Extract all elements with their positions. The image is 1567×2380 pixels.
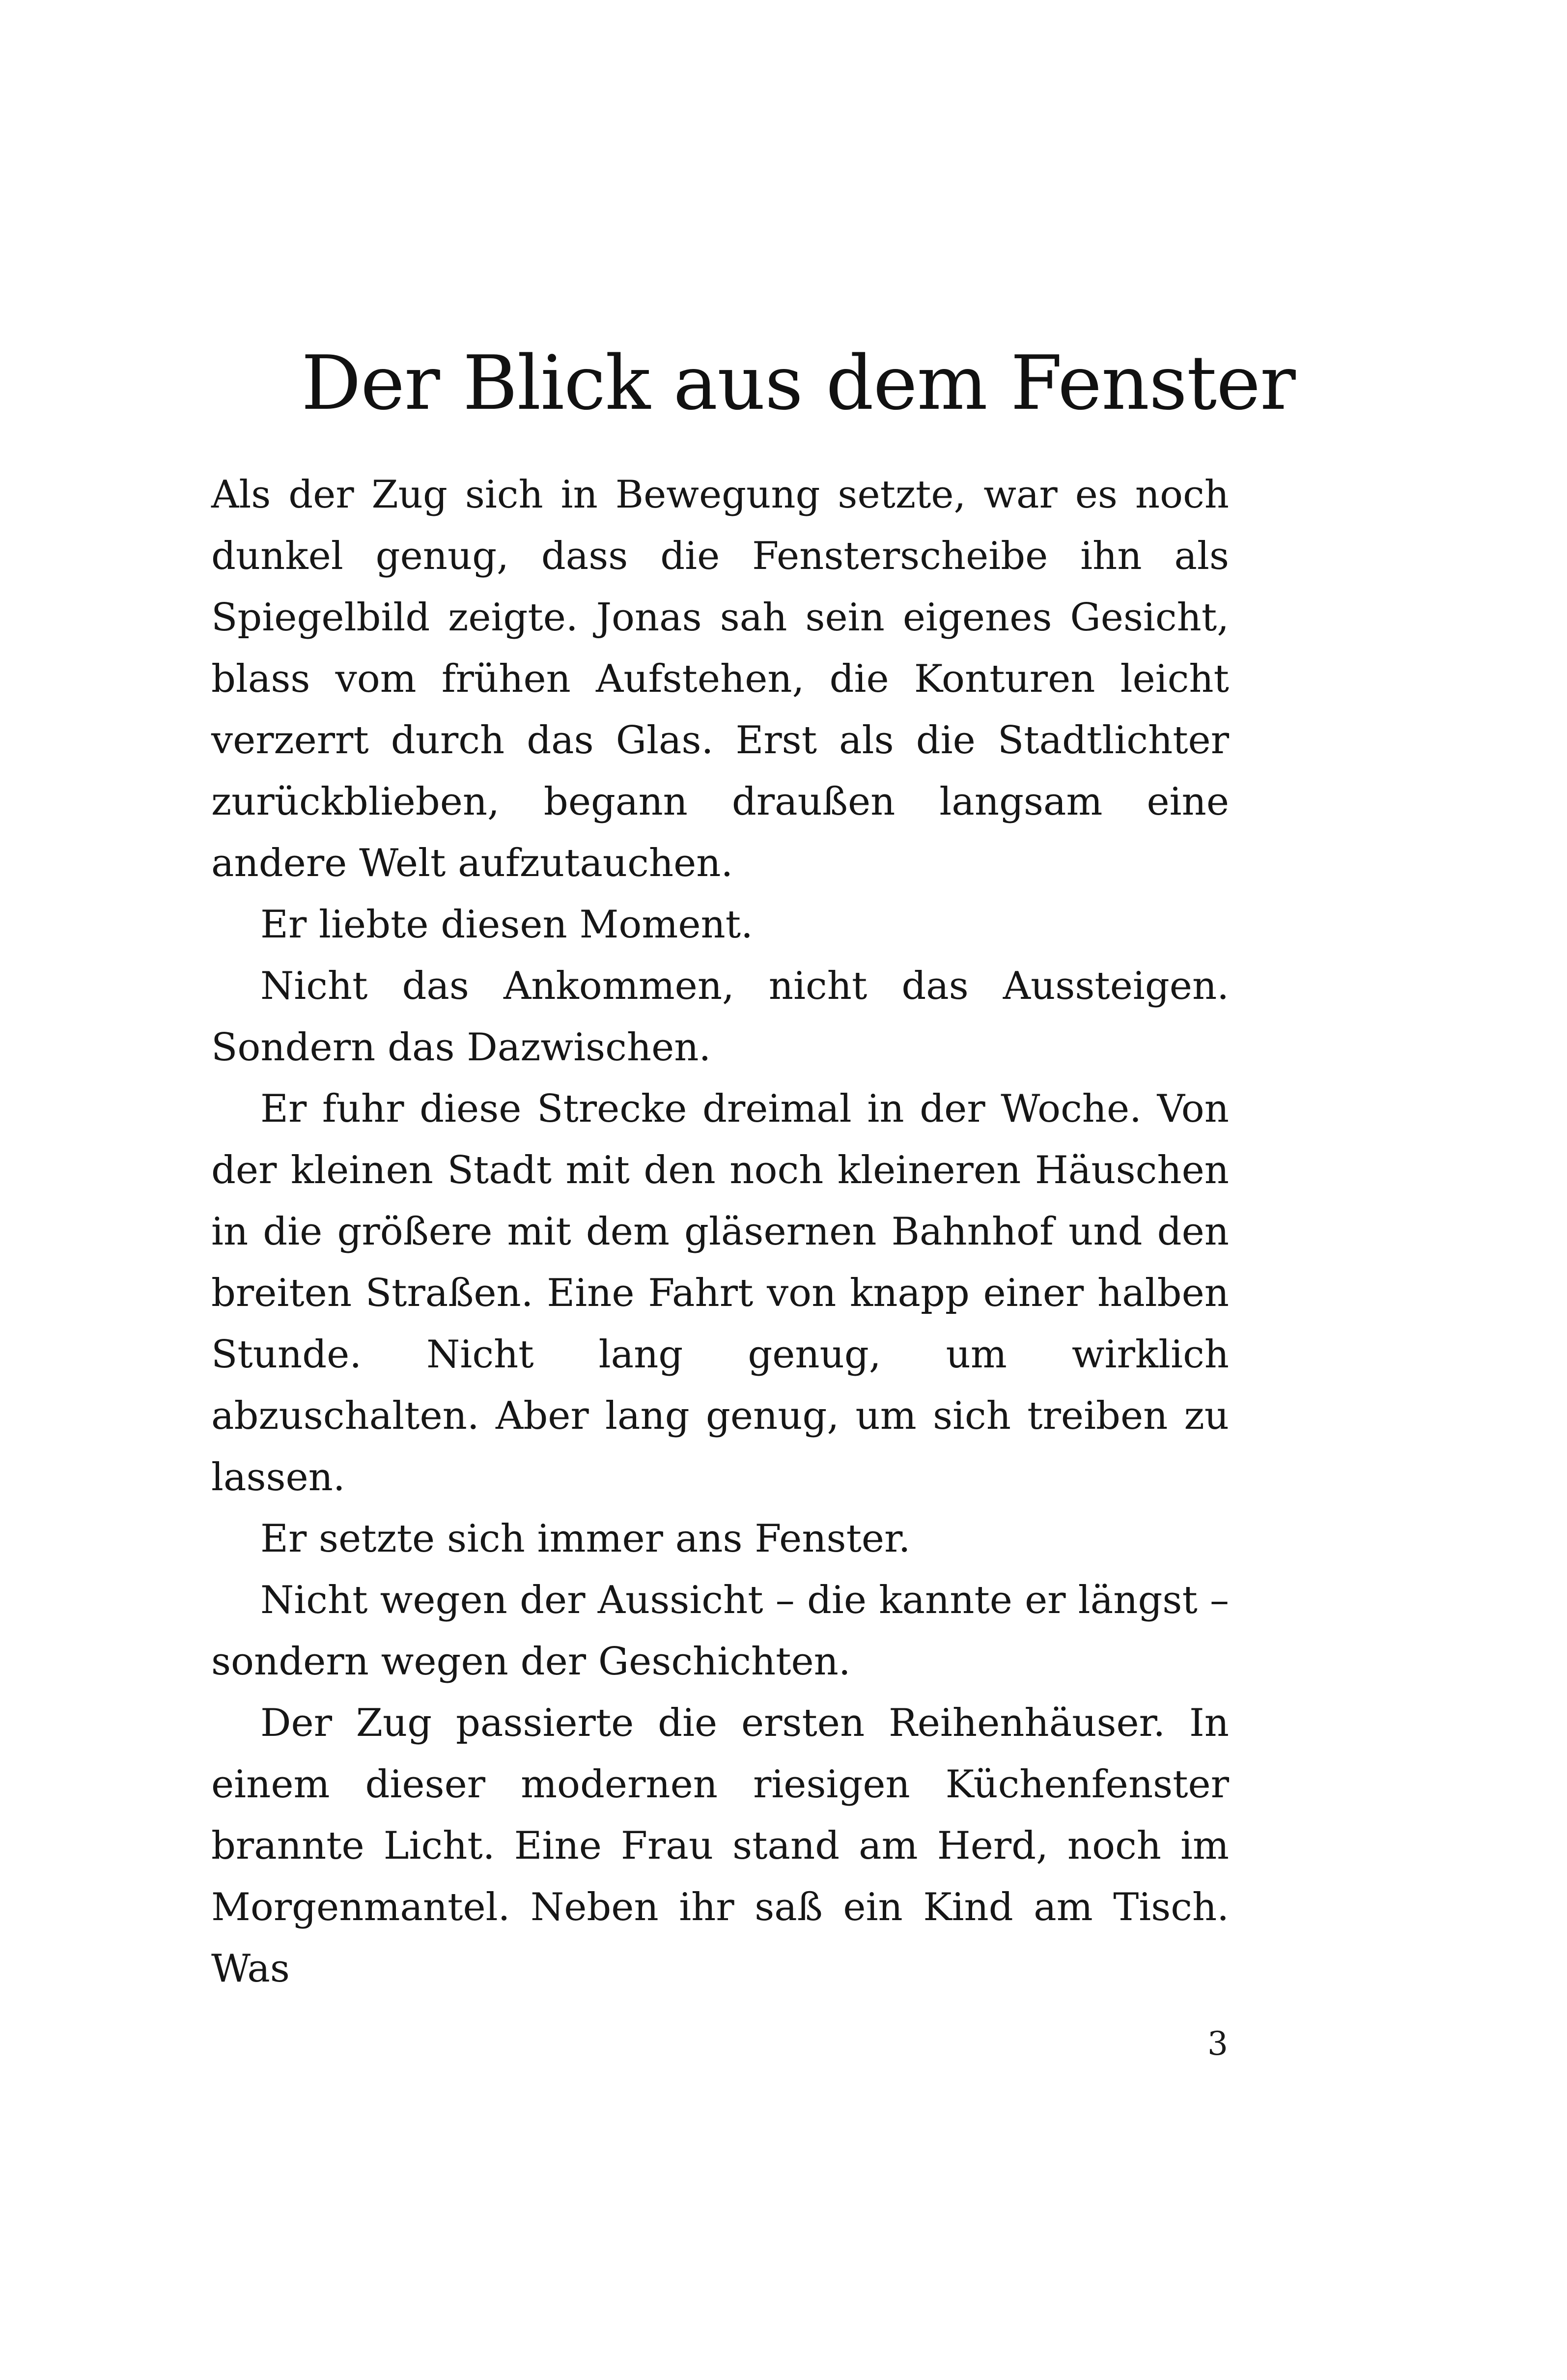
paragraph-1: Als der Zug sich in Bewegung setzte, war es noch dunkel genug, dass die Fensterscheibe ihn als Spiegelbild zeigte. Jonas sah sein eigenes Gesicht, blass vom frühen Aufstehen, die Konturen leicht verzerrt durch das Glas. Erst als die Stadtlichter zurückblieben, begann draußen langsam eine andere Welt aufzutauchen. xyxy=(211,473,1229,885)
paragraph-7: Der Zug passierte die ersten Reihenhäuser. In einem dieser modernen riesigen Küchenfenster brannte Licht. Eine Frau stand am Herd, noch im Morgenmantel. Neben ihr saß ein Kind am Tisch. Was xyxy=(211,1701,1229,1991)
paragraph-5: Er setzte sich immer ans Fenster. xyxy=(260,1517,911,1561)
paragraph-6: Nicht wegen der Aussicht – die kannte er längst – sondern wegen der Geschichten. xyxy=(211,1578,1229,1684)
page-number: 3 xyxy=(1207,2025,1228,2063)
paragraph-4: Er fuhr diese Strecke dreimal in der Woche. Von der kleinen Stadt mit den noch kleineren Häuschen in die größere mit dem gläsernen Bahnhof und den breiten Straßen. Eine Fahrt von knapp einer halben Stunde. Nicht lang genug, um wirklich abzuschalten. Aber lang genug, um sich treiben zu lassen. xyxy=(211,1087,1229,1500)
paragraph-3: Nicht das Ankommen, nicht das Aussteigen. Sondern das Dazwischen. xyxy=(211,964,1229,1070)
chapter-body xyxy=(211,464,1229,2000)
chapter-title: Der Blick aus dem Fenster xyxy=(301,340,1295,426)
paragraph-2: Er liebte diesen Moment. xyxy=(260,903,753,947)
